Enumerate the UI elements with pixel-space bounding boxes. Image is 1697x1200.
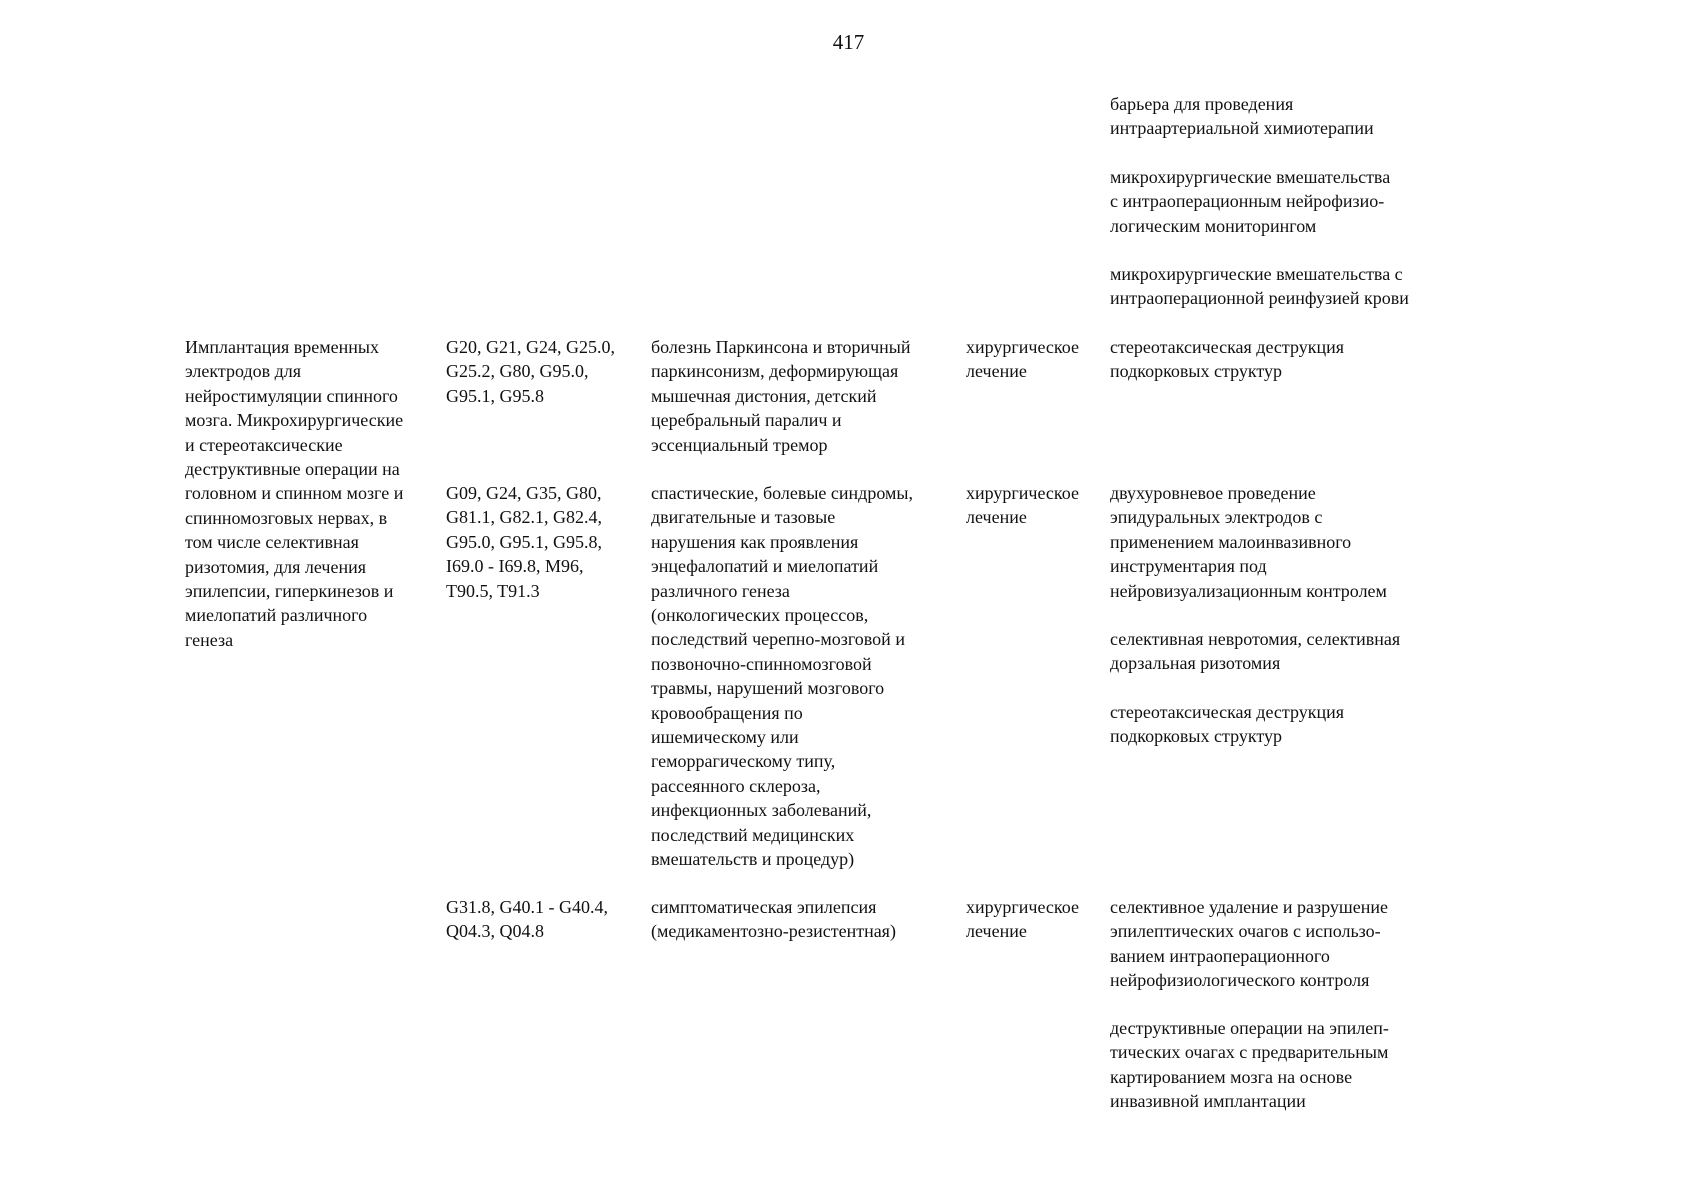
row-2-treatment-1: двухуровневое проведение эпидуральных электродов с применением малоинвазивного инструментария под нейровизуализационным контролем [1110, 483, 1387, 601]
row-1-diagnosis: болезнь Паркинсона и вторичный паркинсонизм, деформирующая мышечная дистония, детский церебральный паралич и эссенциальный тремор [651, 337, 911, 455]
row-3-treatment-2: деструктивные операции на эпилеп- тических очагах с предварительным картированием мозга на основе инвазивной имплантации [1110, 1018, 1389, 1112]
row-2-diagnosis: спастические, болевые синдромы, двигательные и тазовые нарушения как проявления энцефалопатий и миелопатий различного генеза (онкологических процессов, последствий черепно-мозговой и позвоночно-спинномозговой травмы, нарушений мозгового кровообращения по ишемическому или геморрагическому типу, рассеянного склероза, инфекционных заболеваний, последствий медицинских вмешательств и процедур) [651, 483, 913, 870]
method-description: Имплантация временных электродов для нейростимуляции спинного мозга. Микрохирургические и стереотаксические деструктивные операции на головном и спинном мозге и спинномозговых нервах, в том числе селективная ризотомия, для лечения эпилепсии, гиперкинезов и миелопатий различного генеза [185, 337, 404, 650]
row-1-treatment-1: стереотаксическая деструкция подкорковых структур [1110, 337, 1345, 382]
page-number: 417 [832, 30, 865, 54]
row-2-treatment-2: селективная невротомия, селективная дорзальная ризотомия [1110, 629, 1401, 674]
treatment-continuation-1: барьера для проведения интраартериальной химиотерапии [1110, 94, 1374, 139]
row-3-treatment-type: хирургическое лечение [966, 897, 1079, 942]
row-3-diagnosis: симптоматическая эпилепсия (медикаментозно-резистентная) [651, 897, 896, 942]
row-3-codes: G31.8, G40.1 - G40.4, Q04.3, Q04.8 [446, 897, 608, 942]
row-2-treatment-3: стереотаксическая деструкция подкорковых структур [1110, 702, 1345, 747]
row-2-codes: G09, G24, G35, G80, G81.1, G82.1, G82.4, G95.0, G95.1, G95.8, I69.0 - I69.8, M96, T90.5, T91.3 [446, 483, 602, 601]
treatment-continuation-3: микрохирургические вмешательства с интраоперационной реинфузией крови [1110, 264, 1409, 309]
row-1-codes: G20, G21, G24, G25.0, G25.2, G80, G95.0, G95.1, G95.8 [446, 337, 615, 406]
row-3-treatment-1: селективное удаление и разрушение эпилептических очагов с использо- ванием интраоперационного нейрофизиологического контроля [1110, 897, 1389, 991]
row-2-treatment-type: хирургическое лечение [966, 483, 1079, 528]
row-1-treatment-type: хирургическое лечение [966, 337, 1079, 382]
treatment-continuation-2: микрохирургические вмешательства с интраоперационным нейрофизио- логическим мониторингом [1110, 167, 1391, 236]
